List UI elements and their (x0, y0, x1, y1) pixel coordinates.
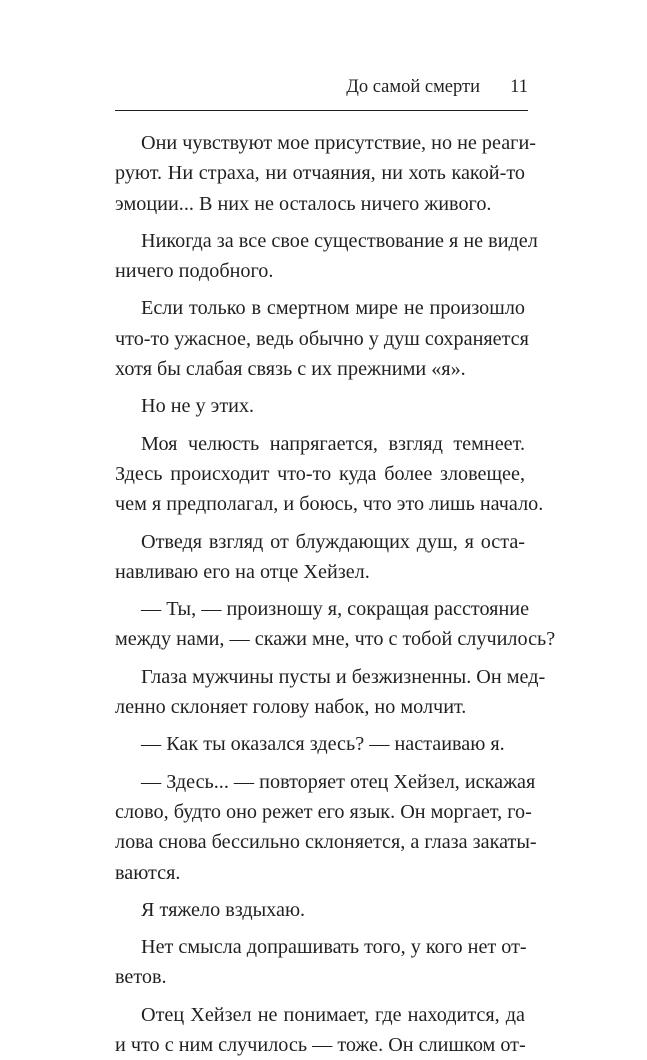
text-line: Я тяжело вздыхаю. (141, 898, 306, 921)
body-text (115, 128, 556, 1060)
text-line: Здесь происходит что-то куда более зловещее, (115, 462, 525, 485)
text-line: ваются. (115, 861, 181, 884)
page-number: 11 (510, 77, 528, 97)
running-title: До самой смерти (346, 77, 480, 97)
text-line: навливаю его на отце Хейзел. (115, 560, 370, 583)
text-line: ленно склоняет голову набок, но молчит. (115, 696, 467, 719)
text-line: эмоции... В них не осталось ничего живого. (115, 192, 492, 215)
text-line: Нет смысла допрашивать того, у кого нет от- (141, 936, 527, 959)
text-line: лова снова бессильно склоняется, а глаза закаты- (115, 831, 537, 854)
text-line: Они чувствуют мое присутствие, но не реаги- (141, 132, 536, 154)
text-line: чем я предполагал, и боюсь, что это лишь начало. (115, 493, 544, 516)
text-line: — Как ты оказался здесь? — настаиваю я. (141, 733, 505, 756)
header-rule (115, 110, 528, 111)
text-line: слово, будто оно режет его язык. Он моргает, го- (115, 800, 532, 823)
text-line: Если только в смертном мире не произошло (141, 297, 525, 320)
text-line: — Ты, — произношу я, сокращая расстояние (141, 598, 530, 621)
text-line: хотя бы слабая связь с их прежними «я». (115, 358, 466, 381)
text-line: Отведя взгляд от блуждающих душ, я оста- (141, 530, 525, 553)
text-line: — Здесь... — повторяет отец Хейзел, искажая (141, 770, 536, 793)
text-line: ветов. (115, 966, 167, 989)
text-line: Но не у этих. (141, 395, 255, 418)
text-line: руют. Ни страха, ни отчаяния, ни хоть какой-то (115, 162, 525, 185)
text-line: между нами, — скажи мне, что с тобой случилось? (115, 628, 556, 651)
text-line: ничего подобного. (115, 260, 274, 283)
text-line: Моя челюсть напрягается, взгляд темнеет. (141, 432, 525, 455)
text-line: что-то ужасное, ведь обычно у душ сохраняется (115, 327, 529, 350)
text-line: и что с ним случилось — тоже. Он слишком от- (115, 1034, 526, 1057)
text-line: Отец Хейзел не понимает, где находится, да (141, 1003, 525, 1026)
running-head (115, 72, 528, 102)
text-line: Никогда за все свое существование я не видел (141, 229, 538, 252)
text-line: Глаза мужчины пусты и безжизненны. Он мед- (141, 665, 546, 688)
